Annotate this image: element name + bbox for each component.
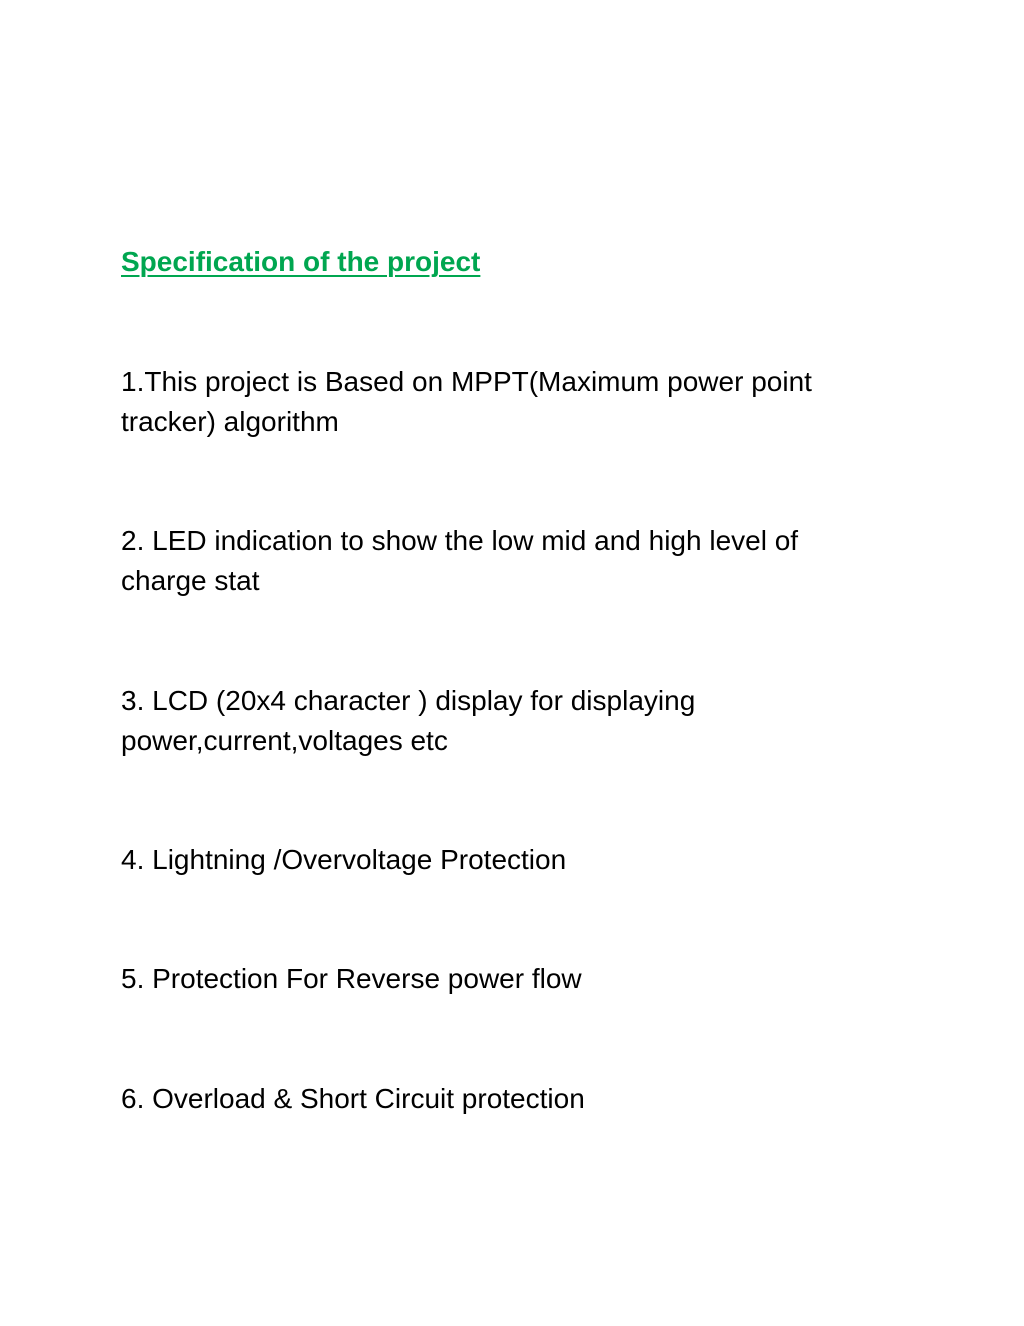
spec-item-3-line-1: 3. LCD (20x4 character ) display for displaying: [121, 685, 696, 716]
spec-item-1: [121, 362, 911, 442]
spec-item-1-line-2: tracker) algorithm: [121, 406, 339, 437]
spec-item-3: [121, 681, 911, 761]
spec-item-5-line-1: 5. Protection For Reverse power flow: [121, 963, 582, 994]
spec-item-3-line-2: power,current,voltages etc: [121, 725, 448, 756]
spec-item-1-line-1: 1.This project is Based on MPPT(Maximum power point: [121, 366, 812, 397]
spec-item-4: [121, 840, 911, 880]
spec-item-4-line-1: 4. Lightning /Overvoltage Protection: [121, 844, 567, 875]
spec-item-2: [121, 521, 911, 601]
spec-item-5: [121, 959, 911, 999]
spec-item-6: [121, 1079, 911, 1119]
spec-item-2-line-2: charge stat: [121, 565, 260, 596]
page-title: Specification of the project: [121, 246, 481, 277]
spec-item-2-line-1: 2. LED indication to show the low mid and high level of: [121, 525, 799, 556]
spec-item-6-line-1: 6. Overload & Short Circuit protection: [121, 1083, 585, 1114]
